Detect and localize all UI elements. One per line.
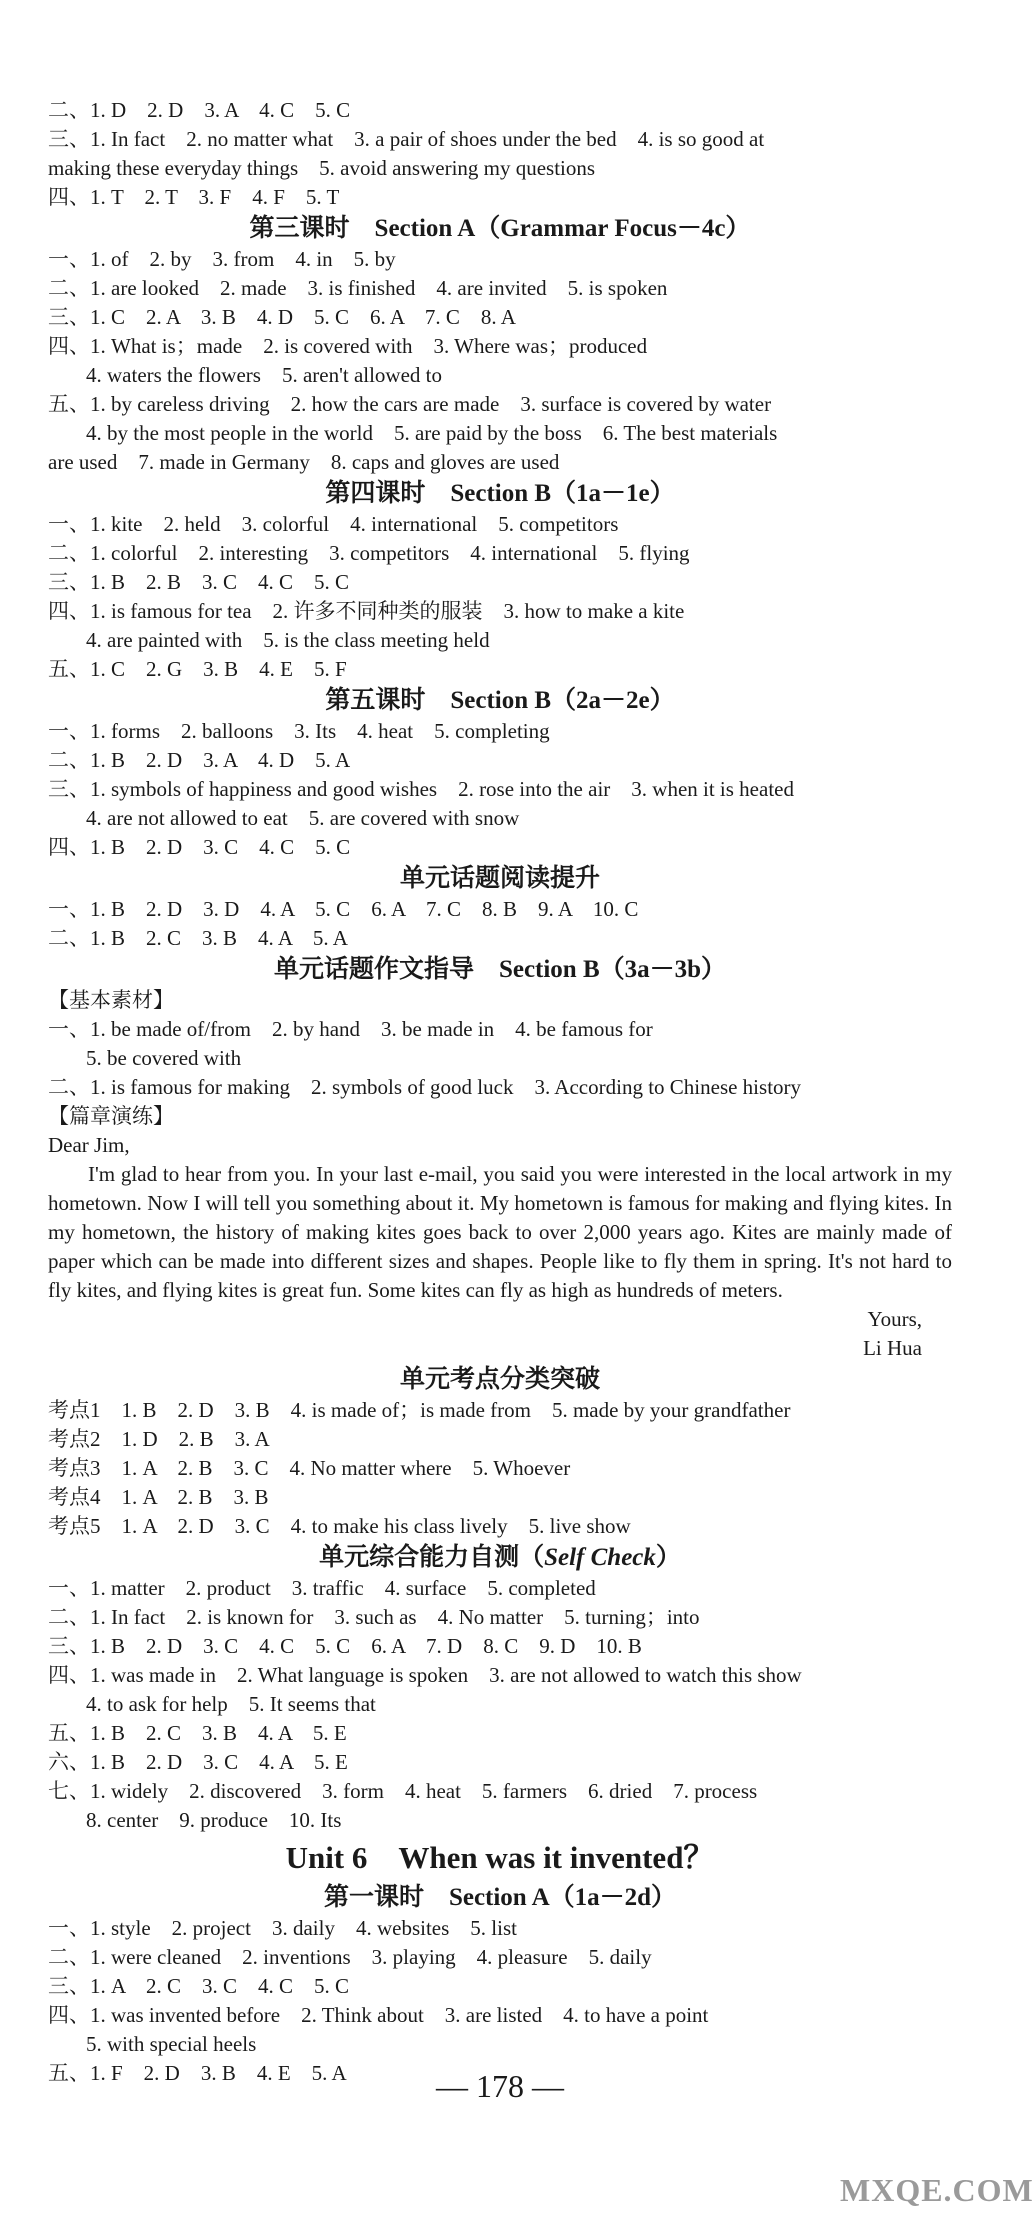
section-heading: 单元考点分类突破 — [399, 1366, 600, 1393]
answer-line: 三、1. B 2. D 3. C 4. C 5. C 6. A 7. D 8. C 9. D 10. B — [48, 1634, 642, 1658]
sub-heading: 【篇章演练】 — [48, 1104, 174, 1128]
answer-line: 4. are not allowed to eat 5. are covered with snow — [86, 806, 520, 830]
answer-line: 三、1. In fact 2. no matter what 3. a pair of shoes under the bed 4. is so good at — [48, 127, 765, 151]
answer-line: 一、1. of 2. by 3. from 4. in 5. by — [48, 247, 396, 271]
answer-line: 4. by the most people in the world 5. are paid by the boss 6. The best materials — [86, 421, 778, 445]
answer-line: 二、1. In fact 2. is known for 3. such as 4. No matter 5. turning；into — [48, 1605, 700, 1629]
section-heading: 第一课时 Section A（1a－2d） — [323, 1884, 677, 1911]
section-heading: 第四课时 Section B（1a－1e） — [325, 480, 675, 507]
answer-line: 二、1. B 2. D 3. A 4. D 5. A — [48, 748, 351, 772]
answer-line: 六、1. B 2. D 3. C 4. A 5. E — [48, 1750, 348, 1774]
heading-part: ） — [655, 1544, 681, 1571]
answer-line: 考点1 1. B 2. D 3. B 4. is made of；is made from 5. made by your grandfather — [48, 1398, 791, 1422]
answer-line: 一、1. B 2. D 3. D 4. A 5. C 6. A 7. C 8. B 9. A 10. C — [48, 897, 639, 921]
letter-signature: Li Hua — [863, 1336, 922, 1360]
answer-line: 4. are painted with 5. is the class meeting held — [86, 628, 490, 652]
answer-line: 考点3 1. A 2. B 3. C 4. No matter where 5. Whoever — [48, 1456, 571, 1480]
answer-line: 二、1. colorful 2. interesting 3. competitors 4. international 5. flying — [48, 541, 690, 565]
unit-title: Unit 6 When was it invented？ — [285, 1840, 715, 1875]
answer-line: 二、1. B 2. C 3. B 4. A 5. A — [48, 926, 348, 950]
answer-line: 四、1. T 2. T 3. F 4. F 5. T — [48, 185, 340, 209]
section-heading — [48, 1541, 952, 1574]
section-heading: 单元话题阅读提升 — [399, 865, 600, 892]
answer-line: 三、1. symbols of happiness and good wishes 2. rose into the air 3. when it is heated — [48, 777, 794, 801]
answer-line: 一、1. matter 2. product 3. traffic 4. surface 5. completed — [48, 1576, 596, 1600]
answer-line: 四、1. B 2. D 3. C 4. C 5. C — [48, 835, 351, 859]
answer-line: 七、1. widely 2. discovered 3. form 4. heat 5. farmers 6. dried 7. process — [48, 1779, 758, 1803]
section-heading: 第三课时 Section A（Grammar Focus－4c） — [249, 215, 751, 242]
answer-line: 考点5 1. A 2. D 3. C 4. to make his class lively 5. live show — [48, 1514, 631, 1538]
answer-line: 二、1. D 2. D 3. A 4. C 5. C — [48, 98, 351, 122]
answer-line: 四、1. was invented before 2. Think about 3. are listed 4. to have a point — [48, 2003, 709, 2027]
letter-closing: Yours, — [867, 1307, 922, 1331]
answer-line: 5. with special heels — [86, 2032, 257, 2056]
answer-line: 四、1. was made in 2. What language is spoken 3. are not allowed to watch this show — [48, 1663, 802, 1687]
letter-greeting: Dear Jim, — [48, 1133, 130, 1157]
answer-line: 二、1. are looked 2. made 3. is finished 4. are invited 5. is spoken — [48, 276, 668, 300]
answer-line: 一、1. kite 2. held 3. colorful 4. international 5. competitors — [48, 512, 619, 536]
answer-line: 三、1. C 2. A 3. B 4. D 5. C 6. A 7. C 8. A — [48, 305, 516, 329]
answer-line: 三、1. B 2. B 3. C 4. C 5. C — [48, 570, 350, 594]
answer-line: 8. center 9. produce 10. Its — [86, 1808, 342, 1832]
answer-line: 5. be covered with — [86, 1046, 242, 1070]
answer-line: 三、1. A 2. C 3. C 4. C 5. C — [48, 1974, 350, 1998]
answer-key-page — [48, 96, 952, 2088]
answer-line: 一、1. be made of/from 2. by hand 3. be made in 4. be famous for — [48, 1017, 653, 1041]
answer-line: 五、1. F 2. D 3. B 4. E 5. A — [48, 2061, 347, 2085]
answer-line: 四、1. What is；made 2. is covered with 3. Where was；produced — [48, 334, 648, 358]
answer-line: 五、1. by careless driving 2. how the cars are made 3. surface is covered by water — [48, 392, 772, 416]
answer-line: making these everyday things 5. avoid answering my questions — [48, 156, 596, 180]
answer-line: 四、1. is famous for tea 2. 许多不同种类的服装 3. how to make a kite — [48, 599, 685, 623]
letter-body: I'm glad to hear from you. In your last e-mail, you said you were interested in the local artwork in my hometown. Now I will tell you something about it. My hometown is famous for making and flying kites. In my hometown, the history of making kites goes back to over 2,000 years ago. Kites are mainly made of paper which can be made into different sizes and shapes. People like to fly them in spring. It's not hard to fly kites, and flying kites is great fun. Some kites can fly as high as hundreds of meters. — [48, 1162, 952, 1302]
answer-line: 考点2 1. D 2. B 3. A — [48, 1427, 270, 1451]
answer-line: 4. to ask for help 5. It seems that — [86, 1692, 376, 1716]
section-heading: 第五课时 Section B（2a－2e） — [325, 687, 675, 714]
answer-line: 五、1. C 2. G 3. B 4. E 5. F — [48, 657, 347, 681]
page-number: — 178 — — [436, 2068, 564, 2104]
answer-line: 考点4 1. A 2. B 3. B — [48, 1485, 269, 1509]
answer-line: 一、1. style 2. project 3. daily 4. websites 5. list — [48, 1916, 517, 1940]
answer-line: 4. waters the flowers 5. aren't allowed to — [86, 363, 443, 387]
watermark-logo: MXQE.COM — [840, 2172, 1034, 2208]
section-heading: 单元话题作文指导 Section B（3a－3b） — [273, 956, 727, 983]
sub-heading: 【基本素材】 — [48, 988, 174, 1012]
answer-line: 一、1. forms 2. balloons 3. Its 4. heat 5. completing — [48, 719, 550, 743]
heading-italic: Self Check — [544, 1544, 656, 1571]
heading-part: 单元综合能力自测（ — [319, 1544, 545, 1571]
answer-line: 二、1. were cleaned 2. inventions 3. playing 4. pleasure 5. daily — [48, 1945, 652, 1969]
answer-line: 五、1. B 2. C 3. B 4. A 5. E — [48, 1721, 347, 1745]
answer-line: are used 7. made in Germany 8. caps and gloves are used — [48, 450, 560, 474]
answer-line: 二、1. is famous for making 2. symbols of good luck 3. According to Chinese history — [48, 1075, 802, 1099]
